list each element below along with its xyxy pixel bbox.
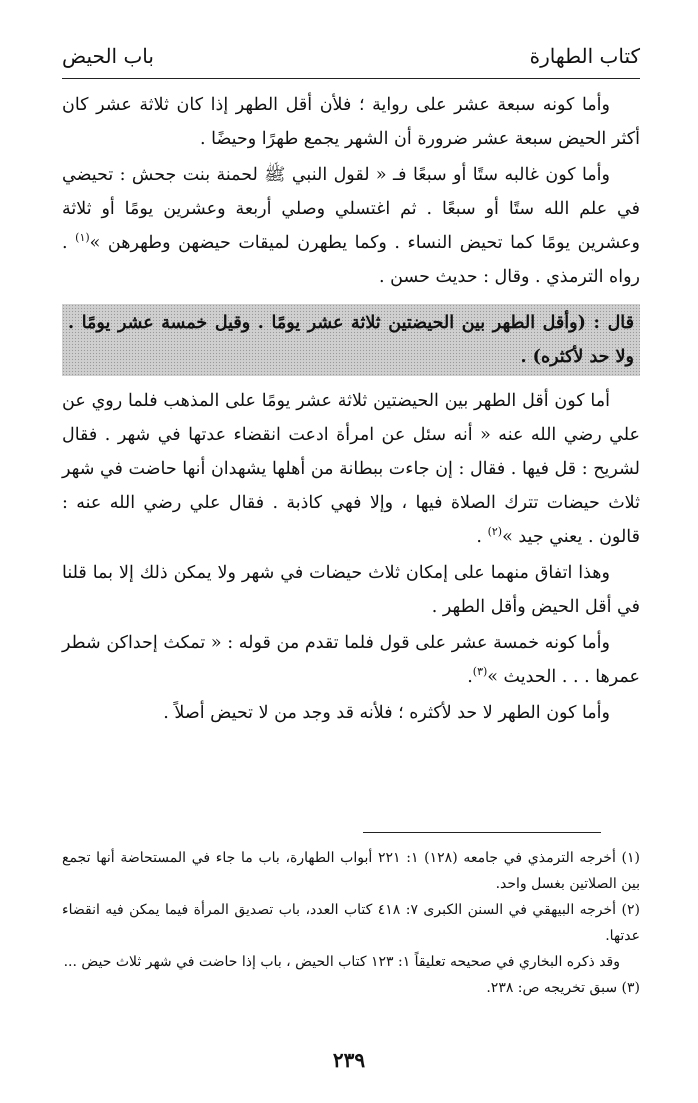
footnote-ref-1: (١) xyxy=(75,231,90,245)
main-text xyxy=(62,88,640,732)
paragraph-no-maximum: وأما كون الطهر لا حد لأكثره ؛ فلأنه قد وجد من لا تحيض أصلاً . xyxy=(163,703,610,723)
footnote-ref-2: (٢) xyxy=(487,525,503,539)
paragraph-agreement: وهذا اتفاق منهما على إمكان ثلاث حيضات في شهر ولا يمكن ذلك إلا بما قلنا في أقل الحيض وأقل الطهر . xyxy=(62,563,640,617)
paragraph-ali-narration: أما كون أقل الطهر بين الحيضتين ثلاثة عشر يومًا على المذهب فلما روي عن علي رضي الله عنه « أنه سئل عن امرأة ادعت انقضاء عدتها في شهر . فقال لشريح : قل فيها . فقال : إن جاءت ببطانة من أهلها يشهدان أنها حاضت في شهر ثلاث حيضات تترك الصلاة فيها ، وإلا فهي كاذبة . فقال علي رضي الله عنه : قالون . يعني جيد »$^{(٢)}$ . xyxy=(62,391,640,547)
footnote-ref-3: (٣) xyxy=(472,665,488,679)
footnotes xyxy=(62,845,640,1001)
paragraph-usual-duration: وأما كون غالبه ستًا أو سبعًا فـ « لقول النبي ﷺ لحمنة بنت جحش : تحيضي في علم الله ستًا أو سبعًا . ثم اغتسلي وصلي أربعة وعشرين يومًا أو ثلاثة وعشرين يومًا كما تحيض النساء . وكما يطهرن لميقات حيضهن وطهرهن »$^{(١)}$ . رواه الترمذي . وقال : حديث حسن . xyxy=(62,165,640,287)
paragraph-max-menstruation: وأما كونه سبعة عشر على رواية ؛ فلأن أقل الطهر إذا كان ثلاثة عشر كان أكثر الحيض سبعة عشر ضرورة أن الشهر يجمع طهرًا وحيضًا . xyxy=(62,95,640,149)
page-number: ٢٣٩ xyxy=(332,1048,366,1072)
footnote-3: (٣) سبق تخريجه ص: ٢٣٨. xyxy=(486,980,640,996)
footnote-2: (٢) أخرجه البيهقي في السنن الكبرى ٧: ٤١٨ كتاب العدد، باب تصديق المرأة فيما يمكن فيه انقضاء عدتها. xyxy=(62,902,640,944)
running-header xyxy=(62,36,640,76)
matn-highlight: قال : (وأقل الطهر بين الحيضتين ثلاثة عشر يومًا . وقيل خمسة عشر يومًا . ولا حد لأكثره) . xyxy=(62,304,640,376)
paragraph-fifteen-days: وأما كونه خمسة عشر على قول فلما تقدم من قوله : « تمكث إحداكن شطر عمرها . . . الحديث »$^{(٣)}$. xyxy=(62,633,640,687)
footnote-separator xyxy=(363,832,601,833)
book-title: كتاب الطهارة xyxy=(529,44,640,68)
chapter-title: باب الحيض xyxy=(62,44,154,68)
footnote-2-continuation: وقد ذكره البخاري في صحيحه تعليقاً ١: ١٢٣ كتاب الحيض ، باب إذا حاضت في شهر ثلاث حيض ... xyxy=(63,954,620,970)
footnote-1: (١) أخرجه الترمذي في جامعه (١٢٨) ١: ٢٢١ أبواب الطهارة، باب ما جاء في المستحاضة أنها تجمع بين الصلاتين بغسل واحد. xyxy=(62,850,640,892)
header-rule xyxy=(62,78,640,79)
